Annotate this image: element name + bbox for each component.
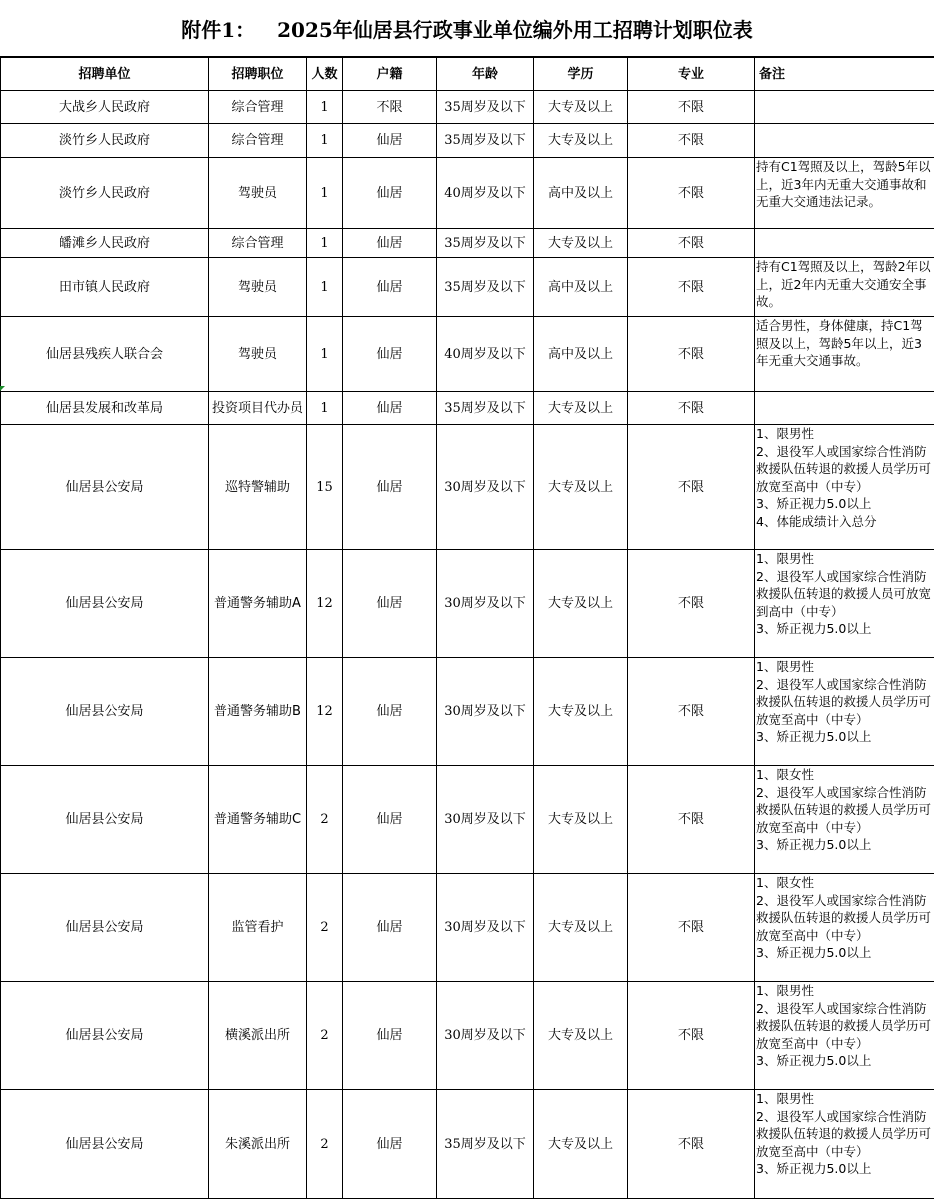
position-cell: 横溪派出所 <box>209 982 307 1090</box>
unit-cell: 淡竹乡人民政府 <box>1 124 209 158</box>
education-cell: 高中及以上 <box>534 158 628 229</box>
unit-cell: 仙居县公安局 <box>1 425 209 550</box>
hukou-cell: 仙居 <box>343 124 437 158</box>
hukou-cell: 仙居 <box>343 874 437 982</box>
education-cell: 高中及以上 <box>534 317 628 392</box>
unit-cell: 淡竹乡人民政府 <box>1 158 209 229</box>
hukou-cell: 仙居 <box>343 158 437 229</box>
hukou-cell: 仙居 <box>343 317 437 392</box>
position-cell: 巡特警辅助 <box>209 425 307 550</box>
major-cell: 不限 <box>628 317 755 392</box>
unit-cell: 大战乡人民政府 <box>1 91 209 124</box>
page-title <box>0 0 934 57</box>
age-cell: 35周岁及以下 <box>437 392 534 425</box>
note-cell: 1、限女性 2、退役军人或国家综合性消防救援队伍转退的救援人员学历可放宽至高中（中专） 3、矫正视力5.0以上 <box>755 874 934 982</box>
major-cell: 不限 <box>628 658 755 766</box>
position-cell: 监管看护 <box>209 874 307 982</box>
table-row <box>1 550 934 658</box>
table-row <box>1 874 934 982</box>
table-row <box>1 658 934 766</box>
unit-cell: 仙居县公安局 <box>1 982 209 1090</box>
header-major: 专业 <box>628 58 755 91</box>
age-cell: 35周岁及以下 <box>437 1090 534 1199</box>
position-cell: 普通警务辅助B <box>209 658 307 766</box>
header-unit: 招聘单位 <box>1 58 209 91</box>
table-row <box>1 766 934 874</box>
hukou-cell: 仙居 <box>343 982 437 1090</box>
hukou-cell: 仙居 <box>343 229 437 258</box>
cell-marker <box>0 386 5 391</box>
table-row <box>1 425 934 550</box>
unit-cell: 仙居县公安局 <box>1 550 209 658</box>
note-cell <box>755 124 934 158</box>
age-cell: 30周岁及以下 <box>437 766 534 874</box>
header-hukou: 户籍 <box>343 58 437 91</box>
position-cell: 普通警务辅助A <box>209 550 307 658</box>
major-cell: 不限 <box>628 982 755 1090</box>
position-cell: 驾驶员 <box>209 317 307 392</box>
note-cell: 1、限男性 2、退役军人或国家综合性消防救援队伍转退的救援人员学历可放宽至高中（中专） 3、矫正视力5.0以上 <box>755 982 934 1090</box>
count-cell: 2 <box>307 766 343 874</box>
education-cell: 大专及以上 <box>534 982 628 1090</box>
note-cell: 适合男性，身体健康，持C1驾照及以上，驾龄5年以上，近3年无重大交通事故。 <box>755 317 934 392</box>
note-cell: 1、限男性 2、退役军人或国家综合性消防救援队伍转退的救援人员可放宽到高中（中专） 3、矫正视力5.0以上 <box>755 550 934 658</box>
age-cell: 40周岁及以下 <box>437 317 534 392</box>
age-cell: 35周岁及以下 <box>437 229 534 258</box>
education-cell: 大专及以上 <box>534 124 628 158</box>
note-cell: 持有C1驾照及以上，驾龄2年以上，近2年内无重大交通安全事故。 <box>755 258 934 317</box>
count-cell: 2 <box>307 874 343 982</box>
position-cell: 综合管理 <box>209 124 307 158</box>
age-cell: 30周岁及以下 <box>437 874 534 982</box>
table-row <box>1 1090 934 1199</box>
count-cell: 1 <box>307 392 343 425</box>
header-age: 年龄 <box>437 58 534 91</box>
count-cell: 15 <box>307 425 343 550</box>
unit-cell: 仙居县残疾人联合会 <box>1 317 209 392</box>
note-cell: 1、限男性 2、退役军人或国家综合性消防救援队伍转退的救援人员学历可放宽至高中（中专） 3、矫正视力5.0以上 <box>755 1090 934 1199</box>
table-row <box>1 124 934 158</box>
hukou-cell: 仙居 <box>343 766 437 874</box>
table-row <box>1 229 934 258</box>
major-cell: 不限 <box>628 91 755 124</box>
title-prefix: 附件1： <box>181 14 255 43</box>
note-cell <box>755 229 934 258</box>
note-cell: 1、限男性 2、退役军人或国家综合性消防救援队伍转退的救援人员学历可放宽至高中（中专） 3、矫正视力5.0以上 <box>755 658 934 766</box>
note-cell <box>755 91 934 124</box>
major-cell: 不限 <box>628 425 755 550</box>
table-row <box>1 982 934 1090</box>
hukou-cell: 仙居 <box>343 1090 437 1199</box>
count-cell: 1 <box>307 158 343 229</box>
age-cell: 35周岁及以下 <box>437 91 534 124</box>
education-cell: 大专及以上 <box>534 658 628 766</box>
count-cell: 2 <box>307 982 343 1090</box>
hukou-cell: 不限 <box>343 91 437 124</box>
age-cell: 30周岁及以下 <box>437 982 534 1090</box>
education-cell: 大专及以上 <box>534 91 628 124</box>
header-row <box>1 58 934 91</box>
table-row <box>1 158 934 229</box>
position-cell: 普通警务辅助C <box>209 766 307 874</box>
table-row <box>1 317 934 392</box>
position-cell: 驾驶员 <box>209 258 307 317</box>
hukou-cell: 仙居 <box>343 425 437 550</box>
major-cell: 不限 <box>628 1090 755 1199</box>
count-cell: 2 <box>307 1090 343 1199</box>
age-cell: 30周岁及以下 <box>437 425 534 550</box>
unit-cell: 田市镇人民政府 <box>1 258 209 317</box>
position-cell: 综合管理 <box>209 91 307 124</box>
count-cell: 12 <box>307 658 343 766</box>
education-cell: 高中及以上 <box>534 258 628 317</box>
education-cell: 大专及以上 <box>534 425 628 550</box>
recruitment-table <box>0 57 934 1199</box>
education-cell: 大专及以上 <box>534 392 628 425</box>
major-cell: 不限 <box>628 158 755 229</box>
count-cell: 1 <box>307 124 343 158</box>
note-cell: 持有C1驾照及以上，驾龄5年以上，近3年内无重大交通事故和无重大交通违法记录。 <box>755 158 934 229</box>
table-row <box>1 258 934 317</box>
count-cell: 12 <box>307 550 343 658</box>
major-cell: 不限 <box>628 124 755 158</box>
table-row <box>1 91 934 124</box>
header-education: 学历 <box>534 58 628 91</box>
major-cell: 不限 <box>628 874 755 982</box>
unit-cell: 仙居县公安局 <box>1 1090 209 1199</box>
count-cell: 1 <box>307 258 343 317</box>
education-cell: 大专及以上 <box>534 766 628 874</box>
hukou-cell: 仙居 <box>343 258 437 317</box>
header-count: 人数 <box>307 58 343 91</box>
unit-cell: 仙居县公安局 <box>1 874 209 982</box>
major-cell: 不限 <box>628 550 755 658</box>
position-cell: 驾驶员 <box>209 158 307 229</box>
education-cell: 大专及以上 <box>534 874 628 982</box>
major-cell: 不限 <box>628 392 755 425</box>
position-cell: 朱溪派出所 <box>209 1090 307 1199</box>
table-row <box>1 392 934 425</box>
header-note: 备注 <box>755 58 934 91</box>
hukou-cell: 仙居 <box>343 392 437 425</box>
note-cell: 1、限女性 2、退役军人或国家综合性消防救援队伍转退的救援人员学历可放宽至高中（中专） 3、矫正视力5.0以上 <box>755 766 934 874</box>
major-cell: 不限 <box>628 258 755 317</box>
count-cell: 1 <box>307 229 343 258</box>
hukou-cell: 仙居 <box>343 550 437 658</box>
position-cell: 综合管理 <box>209 229 307 258</box>
education-cell: 大专及以上 <box>534 1090 628 1199</box>
position-cell: 投资项目代办员 <box>209 392 307 425</box>
title-main: 2025年仙居县行政事业单位编外用工招聘计划职位表 <box>277 14 753 43</box>
count-cell: 1 <box>307 317 343 392</box>
unit-cell: 仙居县公安局 <box>1 658 209 766</box>
education-cell: 大专及以上 <box>534 229 628 258</box>
note-cell <box>755 392 934 425</box>
hukou-cell: 仙居 <box>343 658 437 766</box>
note-cell: 1、限男性 2、退役军人或国家综合性消防救援队伍转退的救援人员学历可放宽至高中（中专） 3、矫正视力5.0以上 4、体能成绩计入总分 <box>755 425 934 550</box>
age-cell: 35周岁及以下 <box>437 258 534 317</box>
unit-cell: 仙居县公安局 <box>1 766 209 874</box>
count-cell: 1 <box>307 91 343 124</box>
unit-cell: 皤滩乡人民政府 <box>1 229 209 258</box>
age-cell: 40周岁及以下 <box>437 158 534 229</box>
age-cell: 30周岁及以下 <box>437 550 534 658</box>
major-cell: 不限 <box>628 229 755 258</box>
header-position: 招聘职位 <box>209 58 307 91</box>
major-cell: 不限 <box>628 766 755 874</box>
age-cell: 30周岁及以下 <box>437 658 534 766</box>
age-cell: 35周岁及以下 <box>437 124 534 158</box>
education-cell: 大专及以上 <box>534 550 628 658</box>
unit-cell: 仙居县发展和改革局 <box>1 392 209 425</box>
